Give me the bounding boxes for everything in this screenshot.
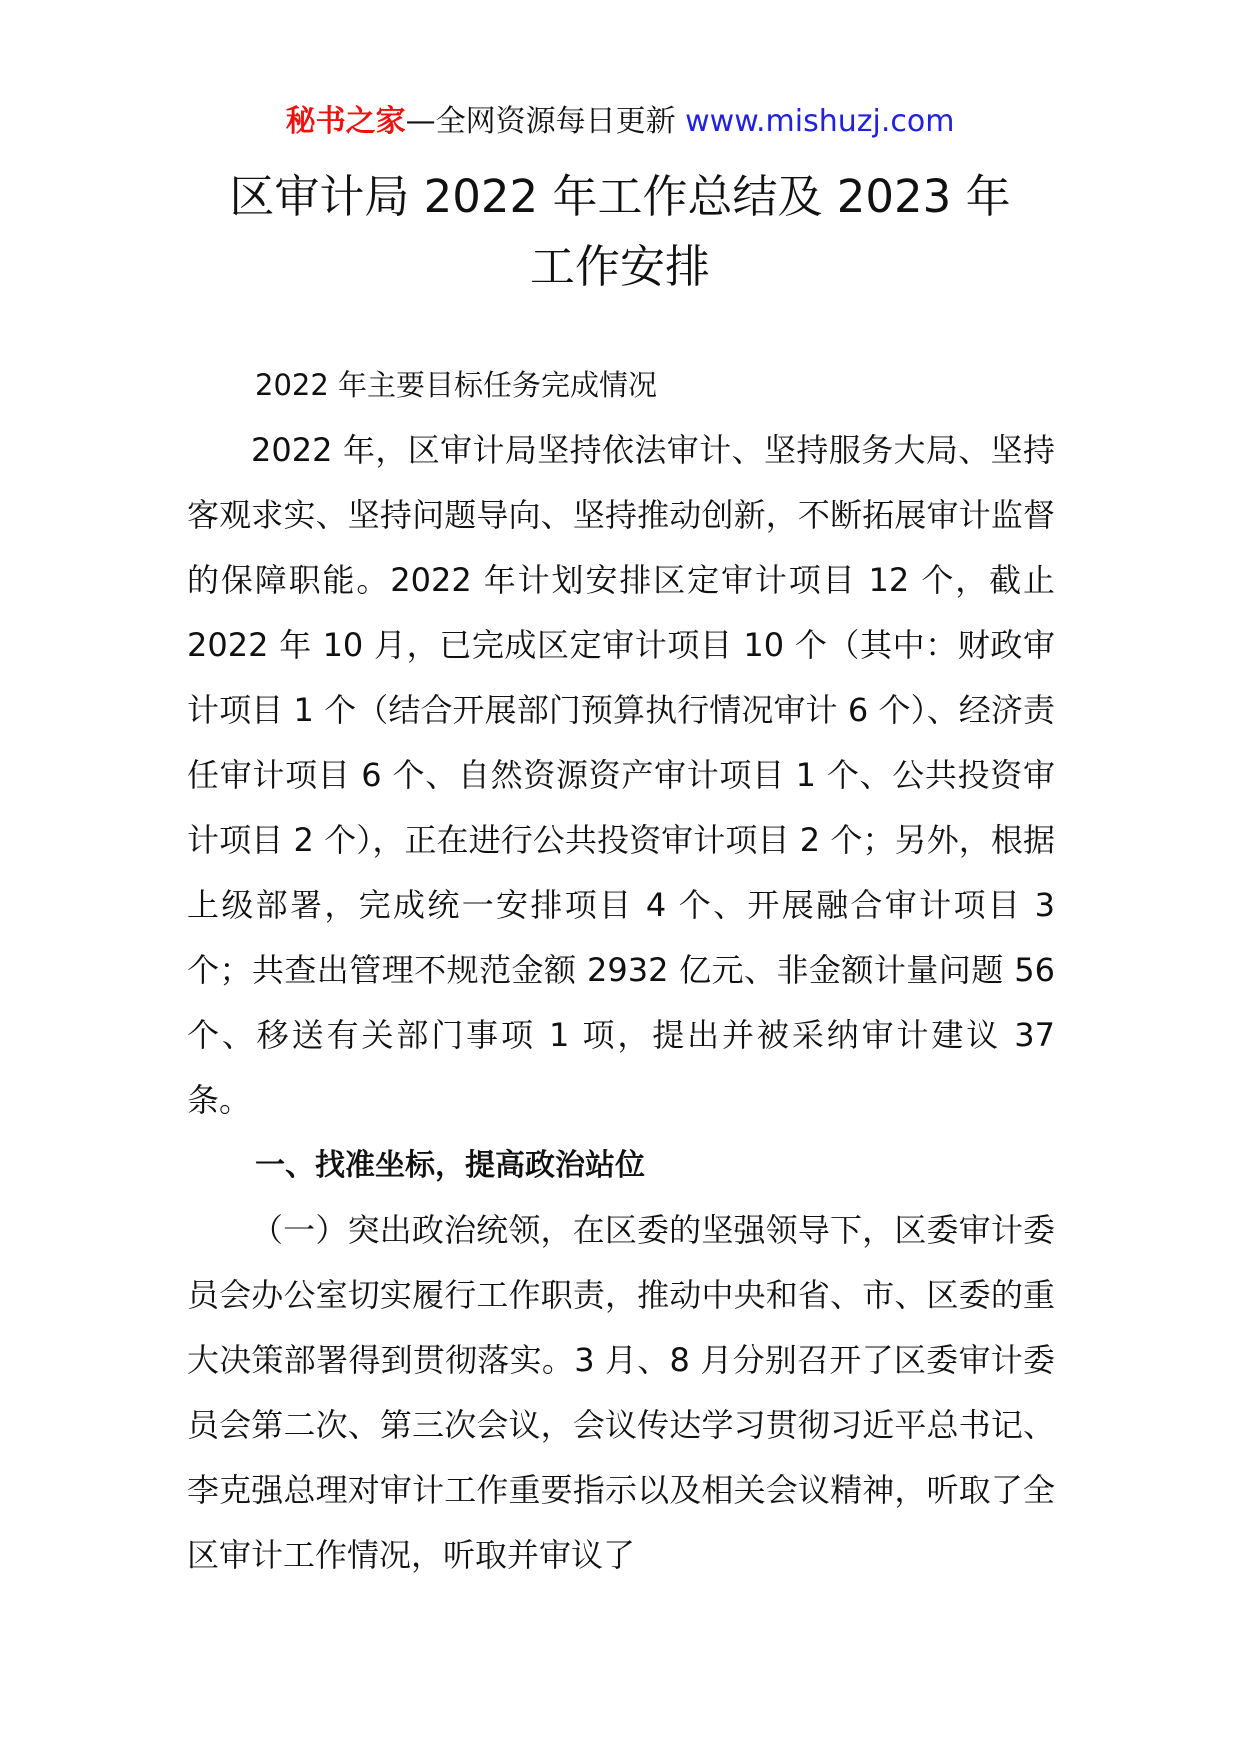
body-paragraph-1: 2022 年，区审计局坚持依法审计、坚持服务大局、坚持客观求实、坚持问题导向、坚持推动创新，不断拓展审计监督的保障职能。2022 年计划安排区定审计项目 12 个，截止 2022 年 10 月，已完成区定审计项目 10 个（其中：财政审计项目 1 个（结合开展部门预算执行情况审计 6 个）、经济责任审计项目 6 个、自然资源资产审计项目 1 个、公共投资审计项目 2 个），正在进行公共投资审计项目 2 个；另外，根据上级部署，完成统一安排项目 4 个、开展融合审计项目 3 个；共查出管理不规范金额 2932 亿元、非金额计量问题 56 个、移送有关部门事项 1 项，提出并被采纳审计建议 37 条。 [187, 431, 1055, 1119]
body-subheading: 2022 年主要目标任务完成情况 [255, 368, 658, 402]
header-tagline: —全网资源每日更新 [405, 104, 686, 139]
title-line-1: 区审计局 2022 年工作总结及 2023 年 [229, 170, 1011, 223]
document-body [187, 353, 1055, 1588]
section-1-heading: 一、找准坐标，提高政治站位 [255, 1148, 645, 1183]
body-paragraph-2: （一）突出政治统领，在区委的坚强领导下，区委审计委员会办公室切实履行工作职责，推动中央和省、市、区委的重大决策部署得到贯彻落实。3 月、8 月分别召开了区委审计委员会第二次、第三次会议，会议传达学习贯彻习近平总书记、李克强总理对审计工作重要指示以及相关会议精神，听取了全区审计工作情况，听取并审议了 [187, 1211, 1055, 1574]
document-title [0, 162, 1240, 302]
document-header [0, 100, 1240, 144]
header-brand: 秘书之家 [285, 104, 406, 139]
header-site-url[interactable]: www.mishuzj.com [685, 104, 955, 139]
title-line-2: 工作安排 [529, 240, 710, 293]
